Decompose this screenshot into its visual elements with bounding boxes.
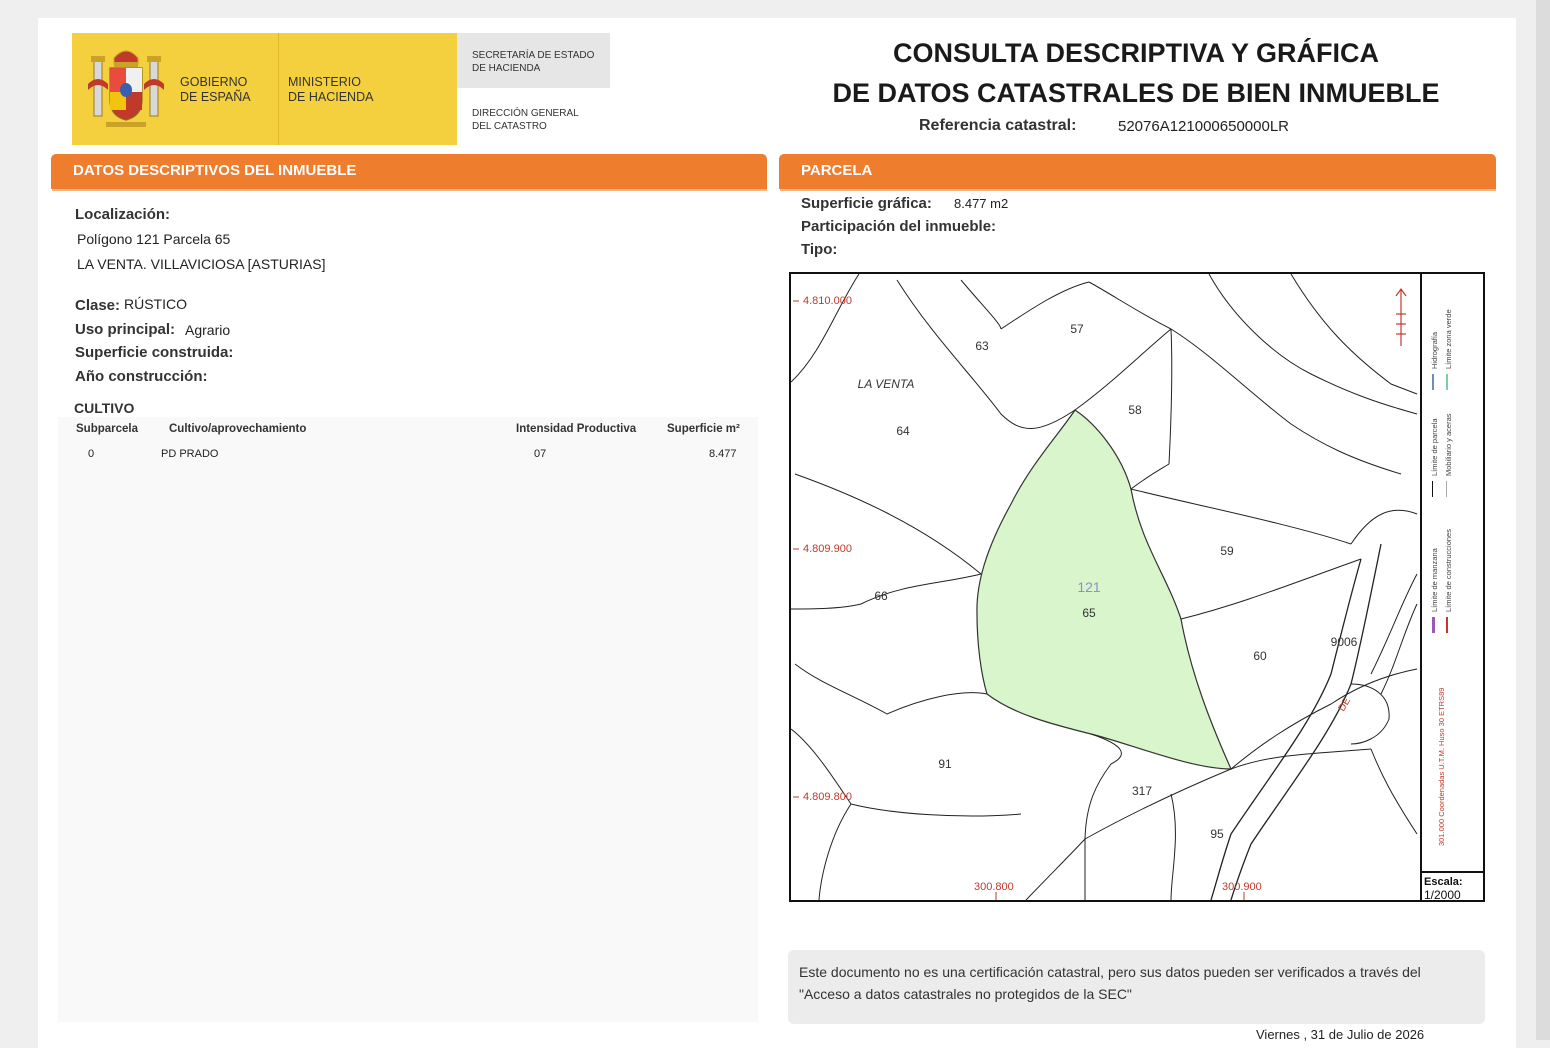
col-header-area: Superficie m² xyxy=(667,423,740,435)
legend-building-limit: Límite de construcciones xyxy=(1444,529,1453,612)
col-header-intensity: Intensidad Productiva xyxy=(516,423,637,435)
coord-y-2: 4.809.900 xyxy=(803,543,852,555)
parcel-label-59: 59 xyxy=(1220,544,1234,558)
construction-year-label: Año construcción: xyxy=(75,368,208,385)
legend-hydrography: Hidrografía xyxy=(1430,331,1439,369)
cadastral-map[interactable] xyxy=(791,274,1421,900)
parcel-label-66: 66 xyxy=(874,589,888,603)
cell-area: 8.477 xyxy=(709,448,737,460)
main-use-label: Uso principal: xyxy=(75,321,176,338)
document-title: CONSULTA DESCRIPTIVA Y GRÁFICA DE DATOS CATASTRALES DE BIEN INMUEBLE xyxy=(832,38,1440,108)
polygon-number: 121 xyxy=(1077,579,1101,595)
parcel-title: PARCELA xyxy=(801,162,873,179)
legend-parcel-limit: Límite de parcela xyxy=(1430,418,1439,476)
government-of-spain-label: GOBIERNO DE ESPAÑA xyxy=(180,75,251,104)
cell-subparcel: 0 xyxy=(88,448,95,460)
parcel-label-65: 65 xyxy=(1082,606,1096,620)
ministry-label: MINISTERIO DE HACIENDA xyxy=(288,75,374,104)
hydrography-legend-icon xyxy=(1432,374,1434,390)
disclaimer-text: Este documento no es una certificación catastral, pero sus datos pueden ser verificados a través del "Acceso a datos catastrales no protegidos de la SEC" xyxy=(799,964,1421,1002)
secretariat-label: SECRETARÍA DE ESTADO DE HACIENDA xyxy=(472,50,595,74)
parcel-65-highlight xyxy=(977,410,1231,769)
crop-table xyxy=(58,417,758,1022)
parcel-header xyxy=(779,154,1496,189)
graphic-area-value: 8.477 m2 xyxy=(954,196,1009,211)
green-zone-legend-icon xyxy=(1446,374,1448,390)
coord-x-2: 300.900 xyxy=(1222,881,1262,893)
cadastral-reference-value: 52076A121000650000LR xyxy=(1118,118,1289,135)
north-arrow-icon xyxy=(1396,289,1406,346)
parcel-label-317: 317 xyxy=(1131,784,1153,798)
parcel-label-9006: 9006 xyxy=(1330,635,1358,649)
document-date: Viernes , 31 de Julio de 2026 xyxy=(1256,1027,1425,1042)
parcel-label-95: 95 xyxy=(1210,827,1224,841)
legend-coordinates-note: 301.000 Coordenadas U.T.M. Huso 30 ETRS89 xyxy=(1437,687,1446,846)
legend-furniture: Mobiliario y aceras xyxy=(1444,413,1453,476)
type-label: Tipo: xyxy=(801,241,838,258)
place-label: LA VENTA xyxy=(857,377,915,391)
graphic-area-label: Superficie gráfica: xyxy=(801,195,932,212)
legend-divider xyxy=(1420,274,1422,900)
cadastral-reference-label: Referencia catastral: xyxy=(919,117,1077,134)
parcel-label-58: 58 xyxy=(1128,403,1142,417)
participation-label: Participación del inmueble: xyxy=(801,218,997,235)
class-value: RÚSTICO xyxy=(124,296,187,312)
legend-block-limit: Límite de manzana xyxy=(1430,548,1439,612)
furniture-legend-icon xyxy=(1446,481,1447,497)
crop-section-title: CULTIVO xyxy=(74,400,135,416)
coat-of-arms-icon xyxy=(86,44,166,130)
scale-value: 1/2000 xyxy=(1424,888,1461,902)
main-use-value: Agrario xyxy=(185,322,231,338)
parcel-label-60: 60 xyxy=(1253,649,1267,663)
coord-y-3: 4.809.800 xyxy=(803,791,852,803)
class-label: Clase: xyxy=(75,297,121,314)
col-header-crop: Cultivo/aprovechamiento xyxy=(169,423,307,435)
property-data-title: DATOS DESCRIPTIVOS DEL INMUEBLE xyxy=(73,162,357,179)
parcel-label-91: 91 xyxy=(938,757,952,771)
coord-y-1: 4.810.000 xyxy=(803,295,852,307)
col-header-subparcel: Subparcela xyxy=(76,423,138,435)
built-area-label: Superficie construida: xyxy=(75,344,234,361)
location-line-2: LA VENTA. VILLAVICIOSA [ASTURIAS] xyxy=(77,256,326,272)
logo-divider xyxy=(278,33,279,145)
location-line-1: Polígono 121 Parcela 65 xyxy=(77,231,231,247)
property-data-header xyxy=(51,154,767,189)
directorate-label: DIRECCIÓN GENERAL DEL CATASTRO xyxy=(472,108,579,132)
parcel-label-63: 63 xyxy=(975,339,989,353)
road-label: DE xyxy=(1336,695,1354,714)
parcel-label-57: 57 xyxy=(1070,322,1084,336)
building-limit-legend-icon xyxy=(1446,617,1448,633)
parcel-limit-legend-icon xyxy=(1432,481,1433,497)
page-edge xyxy=(1536,0,1550,1040)
location-label: Localización: xyxy=(75,206,171,223)
cell-intensity: 07 xyxy=(534,448,547,460)
legend-green-zone: Límite zona verde xyxy=(1444,309,1453,369)
parcel-label-64: 64 xyxy=(896,424,910,438)
coord-x-1: 300.800 xyxy=(974,881,1014,893)
block-limit-legend-icon xyxy=(1432,617,1435,633)
scale-label: Escala: xyxy=(1424,876,1463,888)
cell-crop: PD PRADO xyxy=(161,448,219,460)
